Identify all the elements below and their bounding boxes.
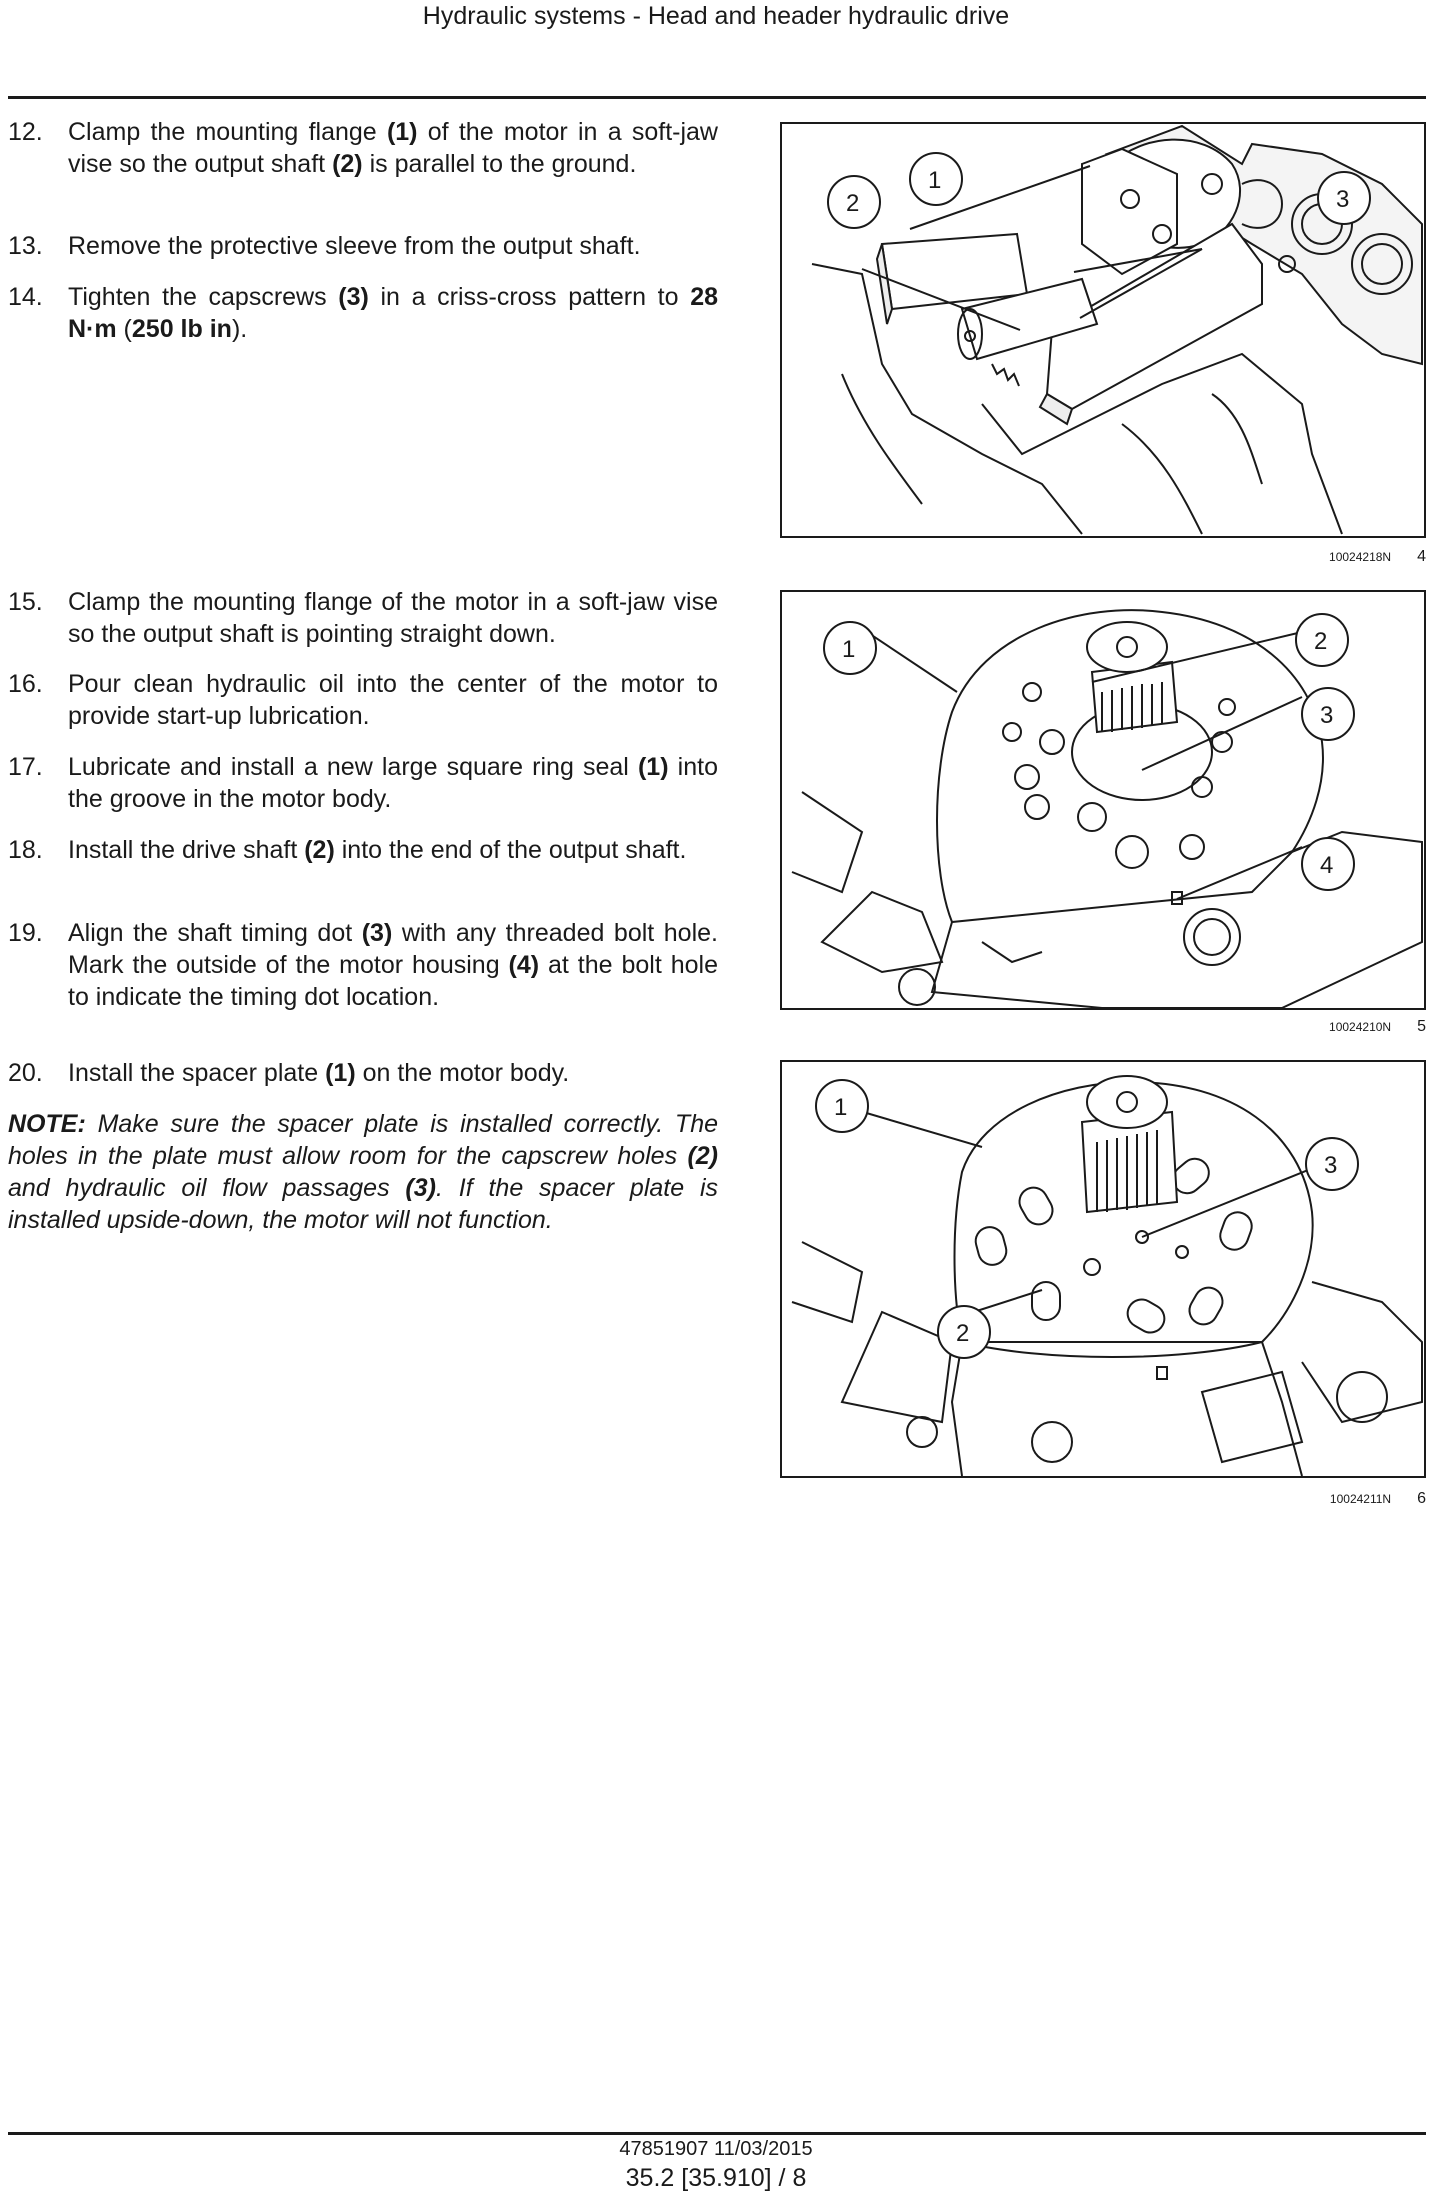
footer-page-number: 35.2 [35.910] / 8 bbox=[625, 2164, 807, 2192]
step-text-part: Lubricate and install a new large square ring seal bbox=[68, 753, 638, 781]
torque-value-imperial: 250 lb in bbox=[131, 315, 232, 343]
step-text-part: ( bbox=[116, 315, 132, 343]
figure-4-illustration bbox=[782, 124, 1424, 536]
step-text bbox=[68, 751, 718, 815]
step-19 bbox=[8, 917, 718, 1013]
step-number: 13. bbox=[8, 232, 43, 260]
step-number: 12. bbox=[8, 118, 43, 146]
step-text-part: in a criss-cross pattern to bbox=[368, 283, 691, 311]
note-spacer-plate bbox=[8, 1108, 718, 1236]
callout-1: 1 bbox=[834, 1094, 848, 1121]
step-text-part: at the bolt hole to indicate the timing dot location. bbox=[68, 951, 718, 1011]
step-text-part: on the motor body. bbox=[355, 1059, 570, 1087]
callout-3: 3 bbox=[1320, 702, 1334, 729]
callout-ref: (3) bbox=[361, 919, 393, 947]
note-text: . If the spacer plate is installed upside-down, the motor will not function. bbox=[8, 1174, 719, 1234]
figure-6-spacer-plate bbox=[780, 1060, 1426, 1478]
step-text-part: ). bbox=[231, 315, 248, 343]
figure-5-caption bbox=[1200, 1018, 1426, 1036]
step-number: 20. bbox=[8, 1059, 43, 1087]
callout-ref: (2) bbox=[332, 150, 363, 178]
page-header-title: Hydraulic systems - Head and header hydraulic drive bbox=[422, 2, 1010, 30]
step-text-part: into the groove in the motor body. bbox=[68, 753, 718, 813]
callout-2: 2 bbox=[846, 190, 860, 217]
step-number: 17. bbox=[8, 753, 43, 781]
callout-ref: (4) bbox=[508, 951, 540, 979]
callout-ref: (1) bbox=[386, 118, 418, 146]
step-number: 14. bbox=[8, 283, 43, 311]
note-text: Make sure the spacer plate is installed correctly. The holes in the plate must allow room for the capscrew holes bbox=[8, 1110, 718, 1170]
figure-code: 10024210N bbox=[1329, 1020, 1392, 1034]
step-14 bbox=[8, 281, 718, 345]
step-12 bbox=[8, 116, 718, 180]
callout-ref: (2) bbox=[304, 836, 335, 864]
callout-2: 2 bbox=[956, 1320, 970, 1347]
step-17 bbox=[8, 751, 718, 815]
figure-4-motor-flange-in-vise bbox=[780, 122, 1426, 538]
step-number: 19. bbox=[8, 919, 43, 947]
note-label: NOTE: bbox=[8, 1110, 86, 1138]
figure-index: 4 bbox=[1417, 548, 1426, 565]
step-text-part: Install the spacer plate bbox=[68, 1059, 326, 1087]
step-number: 16. bbox=[8, 670, 43, 698]
step-13 bbox=[8, 230, 718, 262]
figure-index: 6 bbox=[1417, 1490, 1426, 1507]
step-text bbox=[68, 116, 718, 180]
callout-3: 3 bbox=[1324, 1152, 1338, 1179]
step-20 bbox=[8, 1057, 718, 1089]
step-number: 18. bbox=[8, 836, 43, 864]
footer-rule bbox=[8, 2132, 1426, 2135]
figure-code: 10024218N bbox=[1329, 550, 1392, 564]
step-text bbox=[68, 917, 718, 1013]
step-text-part: Clamp the mounting flange bbox=[68, 118, 387, 146]
step-text-part: Align the shaft timing dot bbox=[68, 919, 362, 947]
step-text-part: Tighten the capscrews bbox=[68, 283, 339, 311]
step-text: Clamp the mounting flange of the motor in a soft-jaw vise so the output shaft is pointing straight down. bbox=[68, 588, 718, 648]
step-text bbox=[68, 834, 718, 866]
step-text: Pour clean hydraulic oil into the center of the motor to provide start-up lubrication. bbox=[68, 670, 718, 730]
step-text-part: is parallel to the ground. bbox=[362, 150, 637, 178]
step-15 bbox=[8, 586, 718, 650]
callout-ref: (1) bbox=[325, 1059, 356, 1087]
callout-ref: (1) bbox=[637, 753, 669, 781]
step-text bbox=[68, 281, 718, 345]
figure-code: 10024211N bbox=[1329, 1492, 1392, 1506]
step-text-part: of the motor in a soft-jaw vise so the output shaft bbox=[68, 118, 718, 178]
torque-value: 28 N·m bbox=[68, 283, 718, 343]
header-rule bbox=[8, 96, 1426, 99]
figure-index: 5 bbox=[1417, 1018, 1426, 1035]
callout-1: 1 bbox=[928, 167, 942, 194]
step-18 bbox=[8, 834, 718, 866]
callout-3: 3 bbox=[1336, 186, 1350, 213]
step-text bbox=[68, 1057, 718, 1089]
callout-1: 1 bbox=[842, 636, 856, 663]
step-text-part: into the end of the output shaft. bbox=[334, 836, 687, 864]
step-16 bbox=[8, 668, 718, 732]
figure-5-motor-shaft-down bbox=[780, 590, 1426, 1010]
note-text: and hydraulic oil flow passages bbox=[8, 1174, 406, 1202]
callout-ref: (2) bbox=[687, 1142, 718, 1170]
step-number: 15. bbox=[8, 588, 43, 616]
step-text-part: Install the drive shaft bbox=[68, 836, 305, 864]
callout-4: 4 bbox=[1320, 852, 1334, 879]
footer-document-code: 47851907 11/03/2015 bbox=[619, 2138, 813, 2160]
callout-2: 2 bbox=[1314, 628, 1328, 655]
figure-6-caption bbox=[1200, 1490, 1426, 1508]
figure-5-illustration bbox=[782, 592, 1424, 1008]
figure-4-caption bbox=[1200, 548, 1426, 566]
step-text-part: with any threaded bolt hole. Mark the outside of the motor housing bbox=[68, 919, 718, 979]
step-text: Remove the protective sleeve from the output shaft. bbox=[68, 232, 641, 260]
callout-ref: (3) bbox=[338, 283, 369, 311]
callout-ref: (3) bbox=[405, 1174, 436, 1202]
figure-6-illustration bbox=[782, 1062, 1424, 1476]
